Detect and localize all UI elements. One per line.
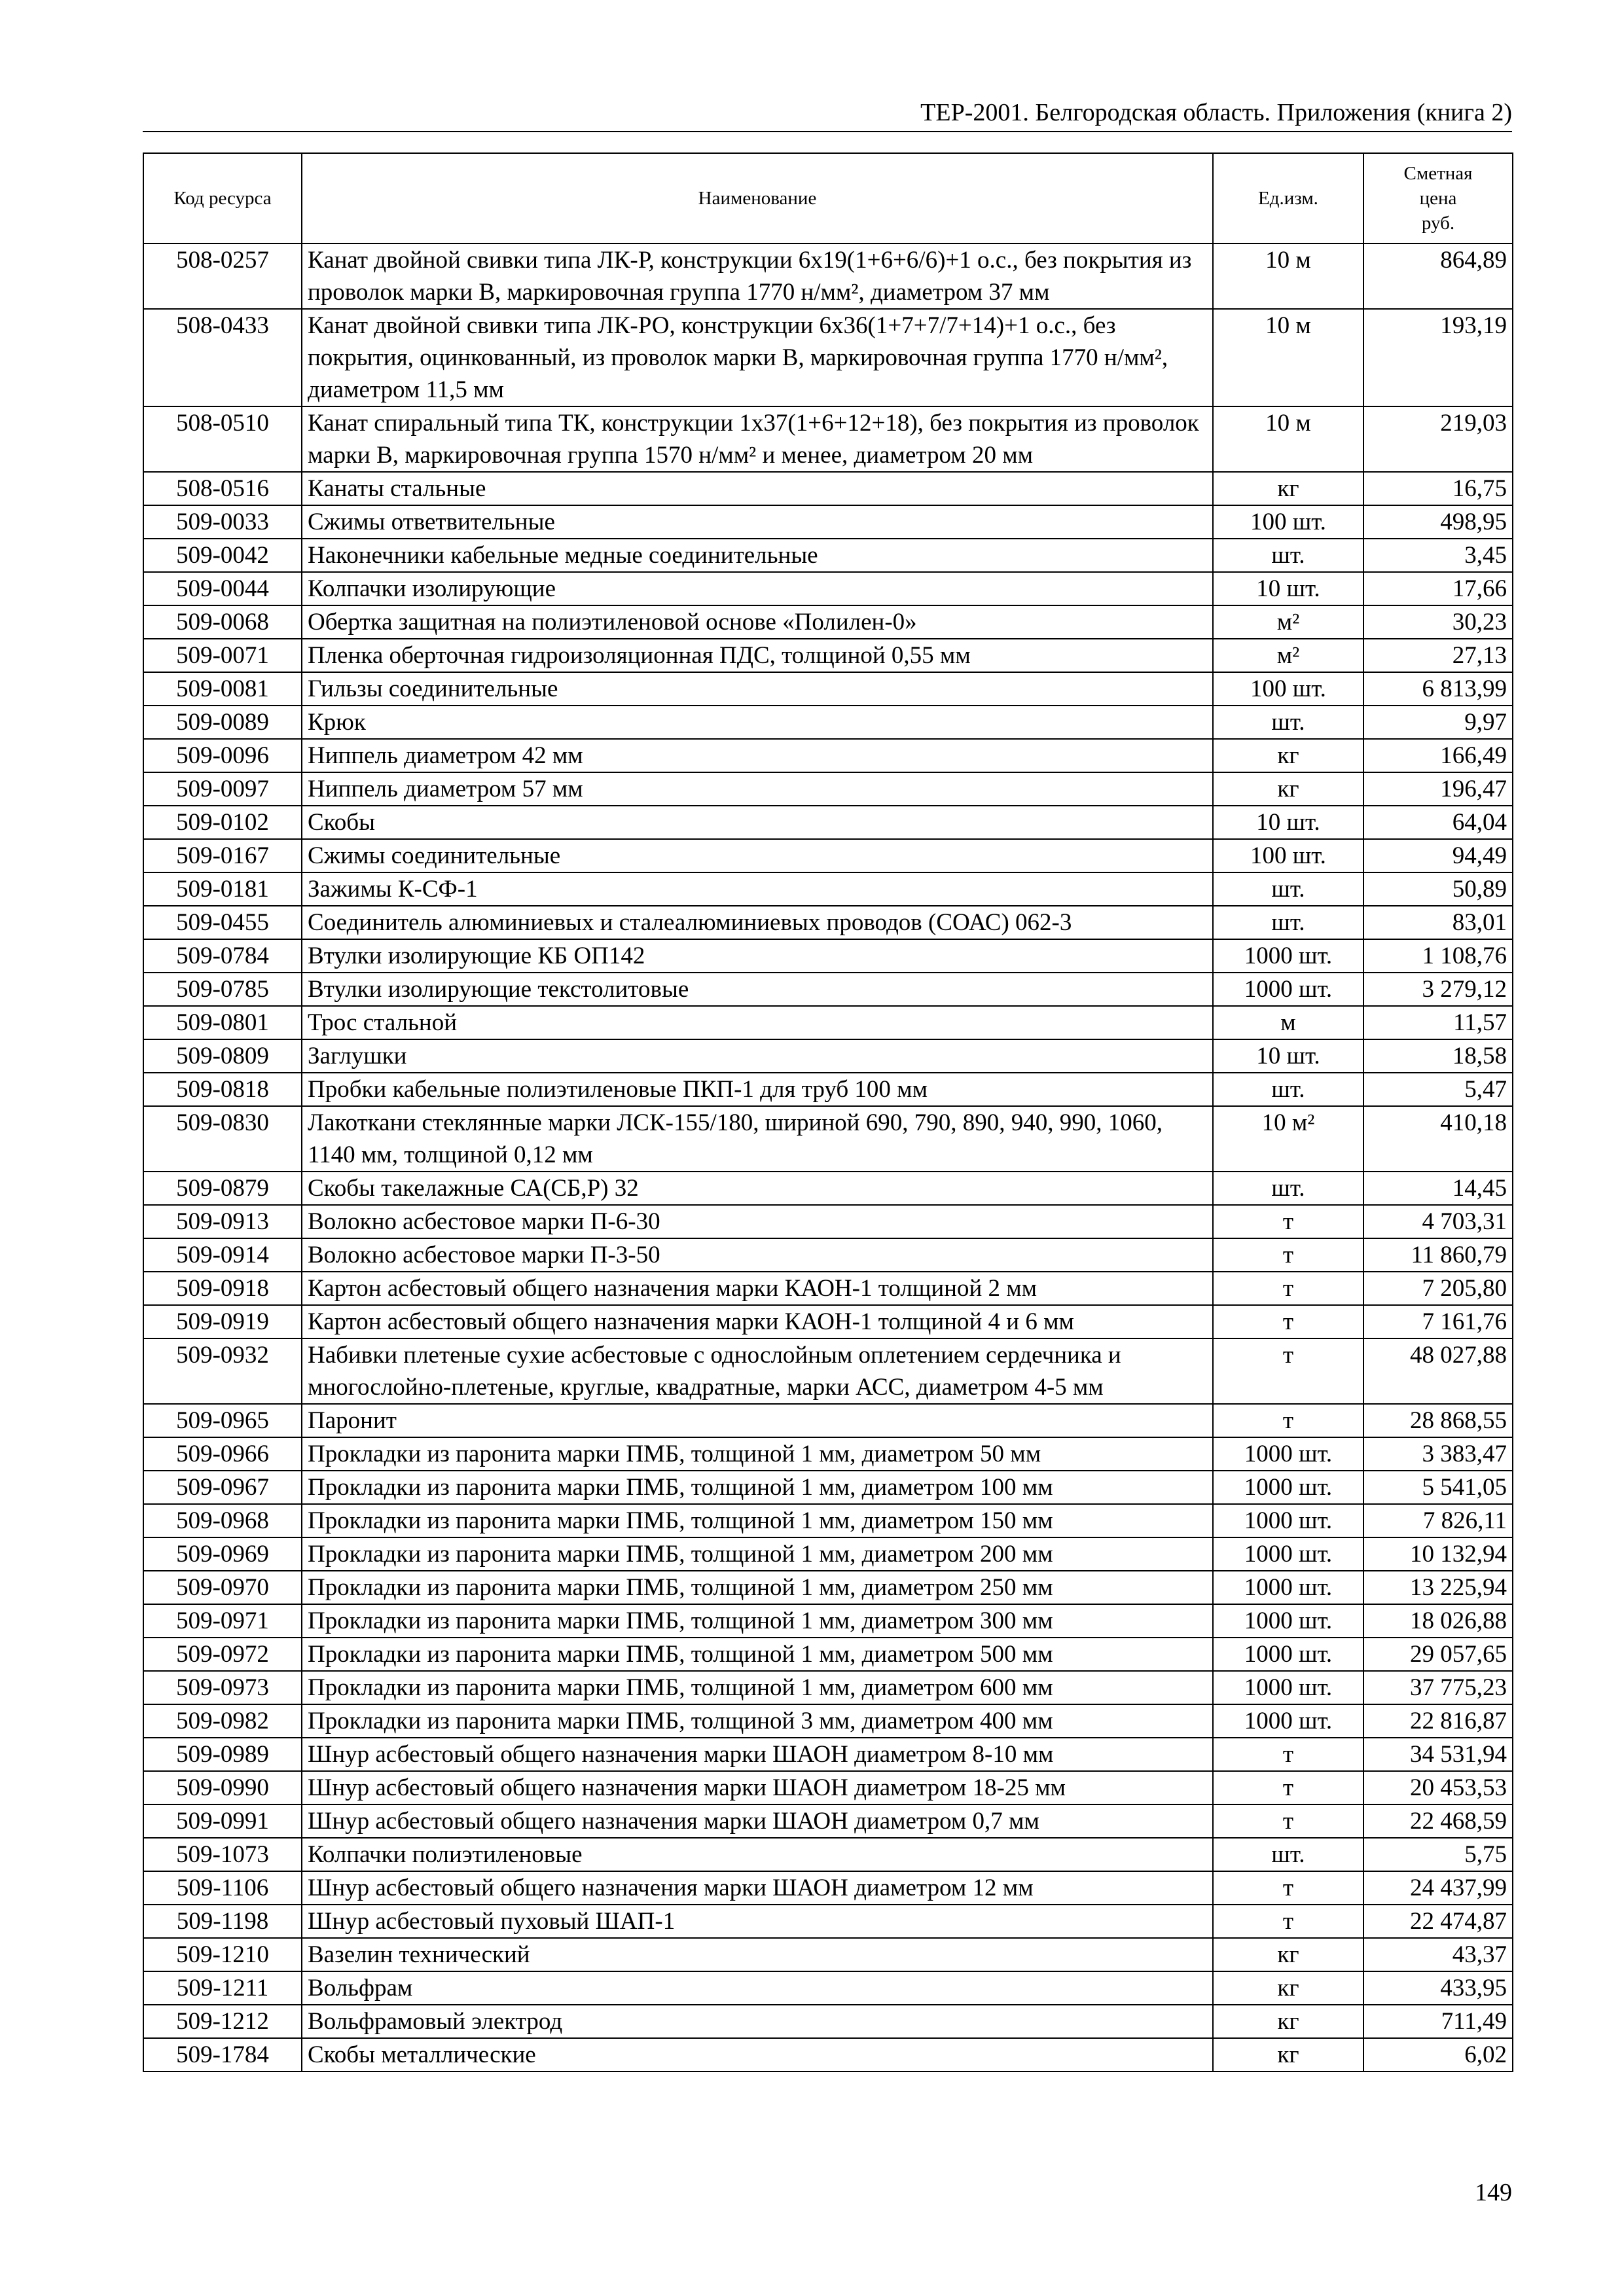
row-code: 509-0973 xyxy=(143,1671,302,1704)
row-unit: т xyxy=(1213,1205,1363,1238)
row-name: Паронит xyxy=(302,1404,1213,1437)
row-price: 22 474,87 xyxy=(1363,1905,1513,1938)
row-unit: 10 м xyxy=(1213,243,1363,309)
row-price: 28 868,55 xyxy=(1363,1404,1513,1437)
row-price: 14,45 xyxy=(1363,1172,1513,1205)
row-name: Прокладки из паронита марки ПМБ, толщиной 1 мм, диаметром 300 мм xyxy=(302,1604,1213,1638)
row-code: 509-1073 xyxy=(143,1838,302,1871)
row-unit: шт. xyxy=(1213,1838,1363,1871)
price-header-line: Сметная xyxy=(1403,163,1473,184)
row-code: 509-0972 xyxy=(143,1638,302,1671)
table-row xyxy=(143,1106,1513,1172)
table-row xyxy=(143,406,1513,472)
table-row xyxy=(143,1205,1513,1238)
row-unit: 100 шт. xyxy=(1213,505,1363,539)
row-code: 509-0167 xyxy=(143,839,302,872)
table-row xyxy=(143,1905,1513,1938)
table-row xyxy=(143,939,1513,973)
row-unit: кг xyxy=(1213,1971,1363,2005)
row-price: 1 108,76 xyxy=(1363,939,1513,973)
page-header xyxy=(143,94,1512,132)
row-price: 24 437,99 xyxy=(1363,1871,1513,1905)
row-price: 64,04 xyxy=(1363,806,1513,839)
table-row xyxy=(143,1604,1513,1638)
row-code: 509-1198 xyxy=(143,1905,302,1938)
row-code: 509-0081 xyxy=(143,672,302,706)
table-row xyxy=(143,672,1513,706)
row-name: Лакоткани стеклянные марки ЛСК-155/180, шириной 690, 790, 890, 940, 990, 1060, 1140 мм, толщиной 0,12 мм xyxy=(302,1106,1213,1172)
table-row xyxy=(143,872,1513,906)
row-unit: 1000 шт. xyxy=(1213,1537,1363,1571)
row-code: 509-0033 xyxy=(143,505,302,539)
row-unit: шт. xyxy=(1213,706,1363,739)
table-row xyxy=(143,1638,1513,1671)
row-price: 22 816,87 xyxy=(1363,1704,1513,1738)
table-row xyxy=(143,1571,1513,1604)
row-name: Шнур асбестовый общего назначения марки ШАОН диаметром 0,7 мм xyxy=(302,1804,1213,1838)
row-code: 509-0071 xyxy=(143,639,302,672)
row-price: 13 225,94 xyxy=(1363,1571,1513,1604)
row-name: Прокладки из паронита марки ПМБ, толщиной 1 мм, диаметром 200 мм xyxy=(302,1537,1213,1571)
row-unit: т xyxy=(1213,1905,1363,1938)
row-name: Шнур асбестовый пуховый ШАП-1 xyxy=(302,1905,1213,1938)
row-name: Канат двойной свивки типа ЛК-Р, конструкции 6х19(1+6+6/6)+1 о.с., без покрытия из проволок марки В, маркировочная группа 1770 н/мм², диаметром 37 мм xyxy=(302,243,1213,309)
table-row xyxy=(143,1671,1513,1704)
row-name: Колпачки изолирующие xyxy=(302,572,1213,605)
row-name: Канат двойной свивки типа ЛК-РО, конструкции 6х36(1+7+7/7+14)+1 о.с., без покрытия, оцинкованный, из проволок марки В, маркировочная группа 1770 н/мм², диаметром 11,5 мм xyxy=(302,309,1213,406)
row-unit: м² xyxy=(1213,639,1363,672)
row-price: 3 279,12 xyxy=(1363,973,1513,1006)
row-name: Наконечники кабельные медные соединительные xyxy=(302,539,1213,572)
row-price: 30,23 xyxy=(1363,605,1513,639)
row-code: 509-1211 xyxy=(143,1971,302,2005)
table-row xyxy=(143,1039,1513,1073)
row-code: 509-0818 xyxy=(143,1073,302,1106)
row-name: Скобы металлические xyxy=(302,2038,1213,2072)
row-unit: 10 м² xyxy=(1213,1106,1363,1172)
row-unit: т xyxy=(1213,1305,1363,1338)
row-name: Колпачки полиэтиленовые xyxy=(302,1838,1213,1871)
row-price: 10 132,94 xyxy=(1363,1537,1513,1571)
row-unit: т xyxy=(1213,1871,1363,1905)
table-row xyxy=(143,806,1513,839)
table-row xyxy=(143,706,1513,739)
row-price: 5,75 xyxy=(1363,1838,1513,1871)
table-row xyxy=(143,1537,1513,1571)
row-code: 509-0096 xyxy=(143,739,302,772)
table-row xyxy=(143,1838,1513,1871)
table-row xyxy=(143,906,1513,939)
row-code: 508-0516 xyxy=(143,472,302,505)
row-code: 509-0785 xyxy=(143,973,302,1006)
row-unit: 100 шт. xyxy=(1213,839,1363,872)
row-code: 509-0932 xyxy=(143,1338,302,1404)
table-row xyxy=(143,1804,1513,1838)
row-price: 16,75 xyxy=(1363,472,1513,505)
column-header-unit: Ед.изм. xyxy=(1213,153,1363,243)
row-price: 219,03 xyxy=(1363,406,1513,472)
row-unit: т xyxy=(1213,1404,1363,1437)
table-row xyxy=(143,1437,1513,1471)
table-row xyxy=(143,1006,1513,1039)
table-row xyxy=(143,639,1513,672)
row-name: Прокладки из паронита марки ПМБ, толщиной 1 мм, диаметром 150 мм xyxy=(302,1504,1213,1537)
table-row xyxy=(143,739,1513,772)
row-unit: 1000 шт. xyxy=(1213,939,1363,973)
row-name: Крюк xyxy=(302,706,1213,739)
row-unit: кг xyxy=(1213,1938,1363,1971)
row-price: 18,58 xyxy=(1363,1039,1513,1073)
row-code: 509-0965 xyxy=(143,1404,302,1437)
row-name: Заглушки xyxy=(302,1039,1213,1073)
row-code: 508-0433 xyxy=(143,309,302,406)
row-unit: т xyxy=(1213,1771,1363,1804)
row-price: 17,66 xyxy=(1363,572,1513,605)
table-row xyxy=(143,1738,1513,1771)
row-unit: 1000 шт. xyxy=(1213,1671,1363,1704)
row-price: 5,47 xyxy=(1363,1073,1513,1106)
table-row xyxy=(143,772,1513,806)
row-name: Пробки кабельные полиэтиленовые ПКП-1 для труб 100 мм xyxy=(302,1073,1213,1106)
row-name: Гильзы соединительные xyxy=(302,672,1213,706)
row-unit: 1000 шт. xyxy=(1213,1471,1363,1504)
row-unit: 1000 шт. xyxy=(1213,1504,1363,1537)
table-row xyxy=(143,1504,1513,1537)
row-price: 37 775,23 xyxy=(1363,1671,1513,1704)
table-row xyxy=(143,539,1513,572)
row-name: Прокладки из паронита марки ПМБ, толщиной 1 мм, диаметром 600 мм xyxy=(302,1671,1213,1704)
table-row xyxy=(143,505,1513,539)
row-price: 48 027,88 xyxy=(1363,1338,1513,1404)
row-price: 193,19 xyxy=(1363,309,1513,406)
row-code: 509-0970 xyxy=(143,1571,302,1604)
row-unit: т xyxy=(1213,1804,1363,1838)
price-header-line: руб. xyxy=(1421,213,1455,234)
document-title: ТЕР-2001. Белгородская область. Приложения (книга 2) xyxy=(920,99,1512,126)
row-code: 509-0990 xyxy=(143,1771,302,1804)
row-name: Прокладки из паронита марки ПМБ, толщиной 1 мм, диаметром 100 мм xyxy=(302,1471,1213,1504)
row-code: 509-0969 xyxy=(143,1537,302,1571)
row-name: Пленка оберточная гидроизоляционная ПДС, толщиной 0,55 мм xyxy=(302,639,1213,672)
table-body xyxy=(143,243,1513,2072)
row-price: 410,18 xyxy=(1363,1106,1513,1172)
row-unit: кг xyxy=(1213,2038,1363,2072)
row-price: 7 161,76 xyxy=(1363,1305,1513,1338)
row-unit: 1000 шт. xyxy=(1213,1571,1363,1604)
table-row xyxy=(143,1172,1513,1205)
row-name: Канат спиральный типа ТК, конструкции 1х37(1+6+12+18), без покрытия из проволок марки В, маркировочная группа 1570 н/мм² и менее, диаметром 20 мм xyxy=(302,406,1213,472)
table-row xyxy=(143,2005,1513,2038)
page-number: 149 xyxy=(1475,2179,1512,2206)
row-code: 509-0181 xyxy=(143,872,302,906)
row-unit: м² xyxy=(1213,605,1363,639)
row-unit: м xyxy=(1213,1006,1363,1039)
row-price: 5 541,05 xyxy=(1363,1471,1513,1504)
row-unit: 1000 шт. xyxy=(1213,973,1363,1006)
table-row xyxy=(143,1238,1513,1272)
row-name: Набивки плетеные сухие асбестовые с однослойным оплетением сердечника и многослойно-плетеные, круглые, квадратные, марки АСС, диаметром 4-5 мм xyxy=(302,1338,1213,1404)
column-header-price xyxy=(1363,153,1513,243)
row-code: 508-0510 xyxy=(143,406,302,472)
row-unit: кг xyxy=(1213,2005,1363,2038)
row-price: 22 468,59 xyxy=(1363,1804,1513,1838)
row-code: 509-0989 xyxy=(143,1738,302,1771)
table-row xyxy=(143,1305,1513,1338)
row-name: Обертка защитная на полиэтиленовой основе «Полилен-0» xyxy=(302,605,1213,639)
row-price: 7 826,11 xyxy=(1363,1504,1513,1537)
row-name: Шнур асбестовый общего назначения марки ШАОН диаметром 8-10 мм xyxy=(302,1738,1213,1771)
column-header-name: Наименование xyxy=(302,153,1213,243)
row-price: 3 383,47 xyxy=(1363,1437,1513,1471)
row-price: 94,49 xyxy=(1363,839,1513,872)
table-row xyxy=(143,1971,1513,2005)
row-name: Вольфрамовый электрод xyxy=(302,2005,1213,2038)
table-row xyxy=(143,1471,1513,1504)
row-unit: 10 шт. xyxy=(1213,806,1363,839)
row-unit: т xyxy=(1213,1272,1363,1305)
row-name: Картон асбестовый общего назначения марки КАОН-1 толщиной 4 и 6 мм xyxy=(302,1305,1213,1338)
table-row xyxy=(143,1704,1513,1738)
row-unit: шт. xyxy=(1213,906,1363,939)
row-name: Скобы такелажные СА(СБ,Р) 32 xyxy=(302,1172,1213,1205)
row-unit: кг xyxy=(1213,772,1363,806)
row-unit: 1000 шт. xyxy=(1213,1437,1363,1471)
row-code: 509-0097 xyxy=(143,772,302,806)
table-row xyxy=(143,1938,1513,1971)
row-unit: 10 м xyxy=(1213,309,1363,406)
row-code: 509-0967 xyxy=(143,1471,302,1504)
row-name: Втулки изолирующие текстолитовые xyxy=(302,973,1213,1006)
row-name: Ниппель диаметром 42 мм xyxy=(302,739,1213,772)
row-code: 509-0102 xyxy=(143,806,302,839)
row-price: 711,49 xyxy=(1363,2005,1513,2038)
table-row xyxy=(143,1272,1513,1305)
row-price: 11,57 xyxy=(1363,1006,1513,1039)
row-code: 509-0455 xyxy=(143,906,302,939)
row-name: Волокно асбестовое марки П-3-50 xyxy=(302,1238,1213,1272)
row-name: Соединитель алюминиевых и сталеалюминиевых проводов (СОАС) 062-3 xyxy=(302,906,1213,939)
row-code: 509-0918 xyxy=(143,1272,302,1305)
row-name: Картон асбестовый общего назначения марки КАОН-1 толщиной 2 мм xyxy=(302,1272,1213,1305)
row-code: 509-0068 xyxy=(143,605,302,639)
row-code: 509-0801 xyxy=(143,1006,302,1039)
row-price: 7 205,80 xyxy=(1363,1272,1513,1305)
row-name: Волокно асбестовое марки П-6-30 xyxy=(302,1205,1213,1238)
row-unit: т xyxy=(1213,1338,1363,1404)
row-name: Зажимы К-СФ-1 xyxy=(302,872,1213,906)
row-code: 509-0982 xyxy=(143,1704,302,1738)
table-row xyxy=(143,839,1513,872)
row-unit: 1000 шт. xyxy=(1213,1638,1363,1671)
row-price: 3,45 xyxy=(1363,539,1513,572)
row-code: 509-1106 xyxy=(143,1871,302,1905)
row-code: 509-0919 xyxy=(143,1305,302,1338)
row-code: 509-0089 xyxy=(143,706,302,739)
row-code: 509-0809 xyxy=(143,1039,302,1073)
row-code: 509-0968 xyxy=(143,1504,302,1537)
table-row xyxy=(143,1771,1513,1804)
row-code: 509-0966 xyxy=(143,1437,302,1471)
row-code: 509-0913 xyxy=(143,1205,302,1238)
row-name: Ниппель диаметром 57 мм xyxy=(302,772,1213,806)
row-price: 50,89 xyxy=(1363,872,1513,906)
row-name: Прокладки из паронита марки ПМБ, толщиной 1 мм, диаметром 50 мм xyxy=(302,1437,1213,1471)
table-row xyxy=(143,472,1513,505)
column-header-code: Код ресурса xyxy=(143,153,302,243)
row-unit: шт. xyxy=(1213,872,1363,906)
row-name: Вазелин технический xyxy=(302,1938,1213,1971)
row-code: 508-0257 xyxy=(143,243,302,309)
table-row xyxy=(143,1073,1513,1106)
row-price: 27,13 xyxy=(1363,639,1513,672)
row-price: 6,02 xyxy=(1363,2038,1513,2072)
row-unit: т xyxy=(1213,1738,1363,1771)
row-unit: 10 м xyxy=(1213,406,1363,472)
row-code: 509-0879 xyxy=(143,1172,302,1205)
row-code: 509-1784 xyxy=(143,2038,302,2072)
row-code: 509-0784 xyxy=(143,939,302,973)
row-unit: кг xyxy=(1213,472,1363,505)
row-unit: 10 шт. xyxy=(1213,1039,1363,1073)
row-price: 83,01 xyxy=(1363,906,1513,939)
row-unit: шт. xyxy=(1213,539,1363,572)
row-name: Шнур асбестовый общего назначения марки ШАОН диаметром 18-25 мм xyxy=(302,1771,1213,1804)
row-code: 509-0042 xyxy=(143,539,302,572)
row-code: 509-0991 xyxy=(143,1804,302,1838)
row-code: 509-0971 xyxy=(143,1604,302,1638)
row-code: 509-1212 xyxy=(143,2005,302,2038)
row-price: 433,95 xyxy=(1363,1971,1513,2005)
row-price: 864,89 xyxy=(1363,243,1513,309)
row-unit: 100 шт. xyxy=(1213,672,1363,706)
row-code: 509-0914 xyxy=(143,1238,302,1272)
price-header-line: цена xyxy=(1419,188,1457,209)
row-name: Трос стальной xyxy=(302,1006,1213,1039)
row-price: 11 860,79 xyxy=(1363,1238,1513,1272)
row-unit: кг xyxy=(1213,739,1363,772)
row-unit: 1000 шт. xyxy=(1213,1604,1363,1638)
table-row xyxy=(143,243,1513,309)
row-name: Втулки изолирующие КБ ОП142 xyxy=(302,939,1213,973)
row-price: 4 703,31 xyxy=(1363,1205,1513,1238)
row-name: Прокладки из паронита марки ПМБ, толщиной 1 мм, диаметром 250 мм xyxy=(302,1571,1213,1604)
row-price: 498,95 xyxy=(1363,505,1513,539)
row-code: 509-0044 xyxy=(143,572,302,605)
table-row xyxy=(143,1404,1513,1437)
row-unit: шт. xyxy=(1213,1172,1363,1205)
table-row xyxy=(143,309,1513,406)
row-price: 166,49 xyxy=(1363,739,1513,772)
resource-price-table xyxy=(143,152,1513,2072)
row-code: 509-0830 xyxy=(143,1106,302,1172)
row-name: Скобы xyxy=(302,806,1213,839)
row-name: Прокладки из паронита марки ПМБ, толщиной 1 мм, диаметром 500 мм xyxy=(302,1638,1213,1671)
table-row xyxy=(143,605,1513,639)
table-row xyxy=(143,2038,1513,2072)
row-price: 196,47 xyxy=(1363,772,1513,806)
table-row xyxy=(143,973,1513,1006)
table-row xyxy=(143,572,1513,605)
row-price: 43,37 xyxy=(1363,1938,1513,1971)
table-row xyxy=(143,1871,1513,1905)
row-code: 509-1210 xyxy=(143,1938,302,1971)
row-name: Шнур асбестовый общего назначения марки ШАОН диаметром 12 мм xyxy=(302,1871,1213,1905)
row-price: 20 453,53 xyxy=(1363,1771,1513,1804)
row-unit: т xyxy=(1213,1238,1363,1272)
table-header-row xyxy=(143,153,1513,243)
row-price: 29 057,65 xyxy=(1363,1638,1513,1671)
row-price: 18 026,88 xyxy=(1363,1604,1513,1638)
row-name: Канаты стальные xyxy=(302,472,1213,505)
row-price: 6 813,99 xyxy=(1363,672,1513,706)
row-name: Сжимы ответвительные xyxy=(302,505,1213,539)
row-unit: 10 шт. xyxy=(1213,572,1363,605)
row-price: 9,97 xyxy=(1363,706,1513,739)
row-name: Прокладки из паронита марки ПМБ, толщиной 3 мм, диаметром 400 мм xyxy=(302,1704,1213,1738)
table-row xyxy=(143,1338,1513,1404)
row-unit: 1000 шт. xyxy=(1213,1704,1363,1738)
row-unit: шт. xyxy=(1213,1073,1363,1106)
row-name: Вольфрам xyxy=(302,1971,1213,2005)
row-price: 34 531,94 xyxy=(1363,1738,1513,1771)
row-name: Сжимы соединительные xyxy=(302,839,1213,872)
